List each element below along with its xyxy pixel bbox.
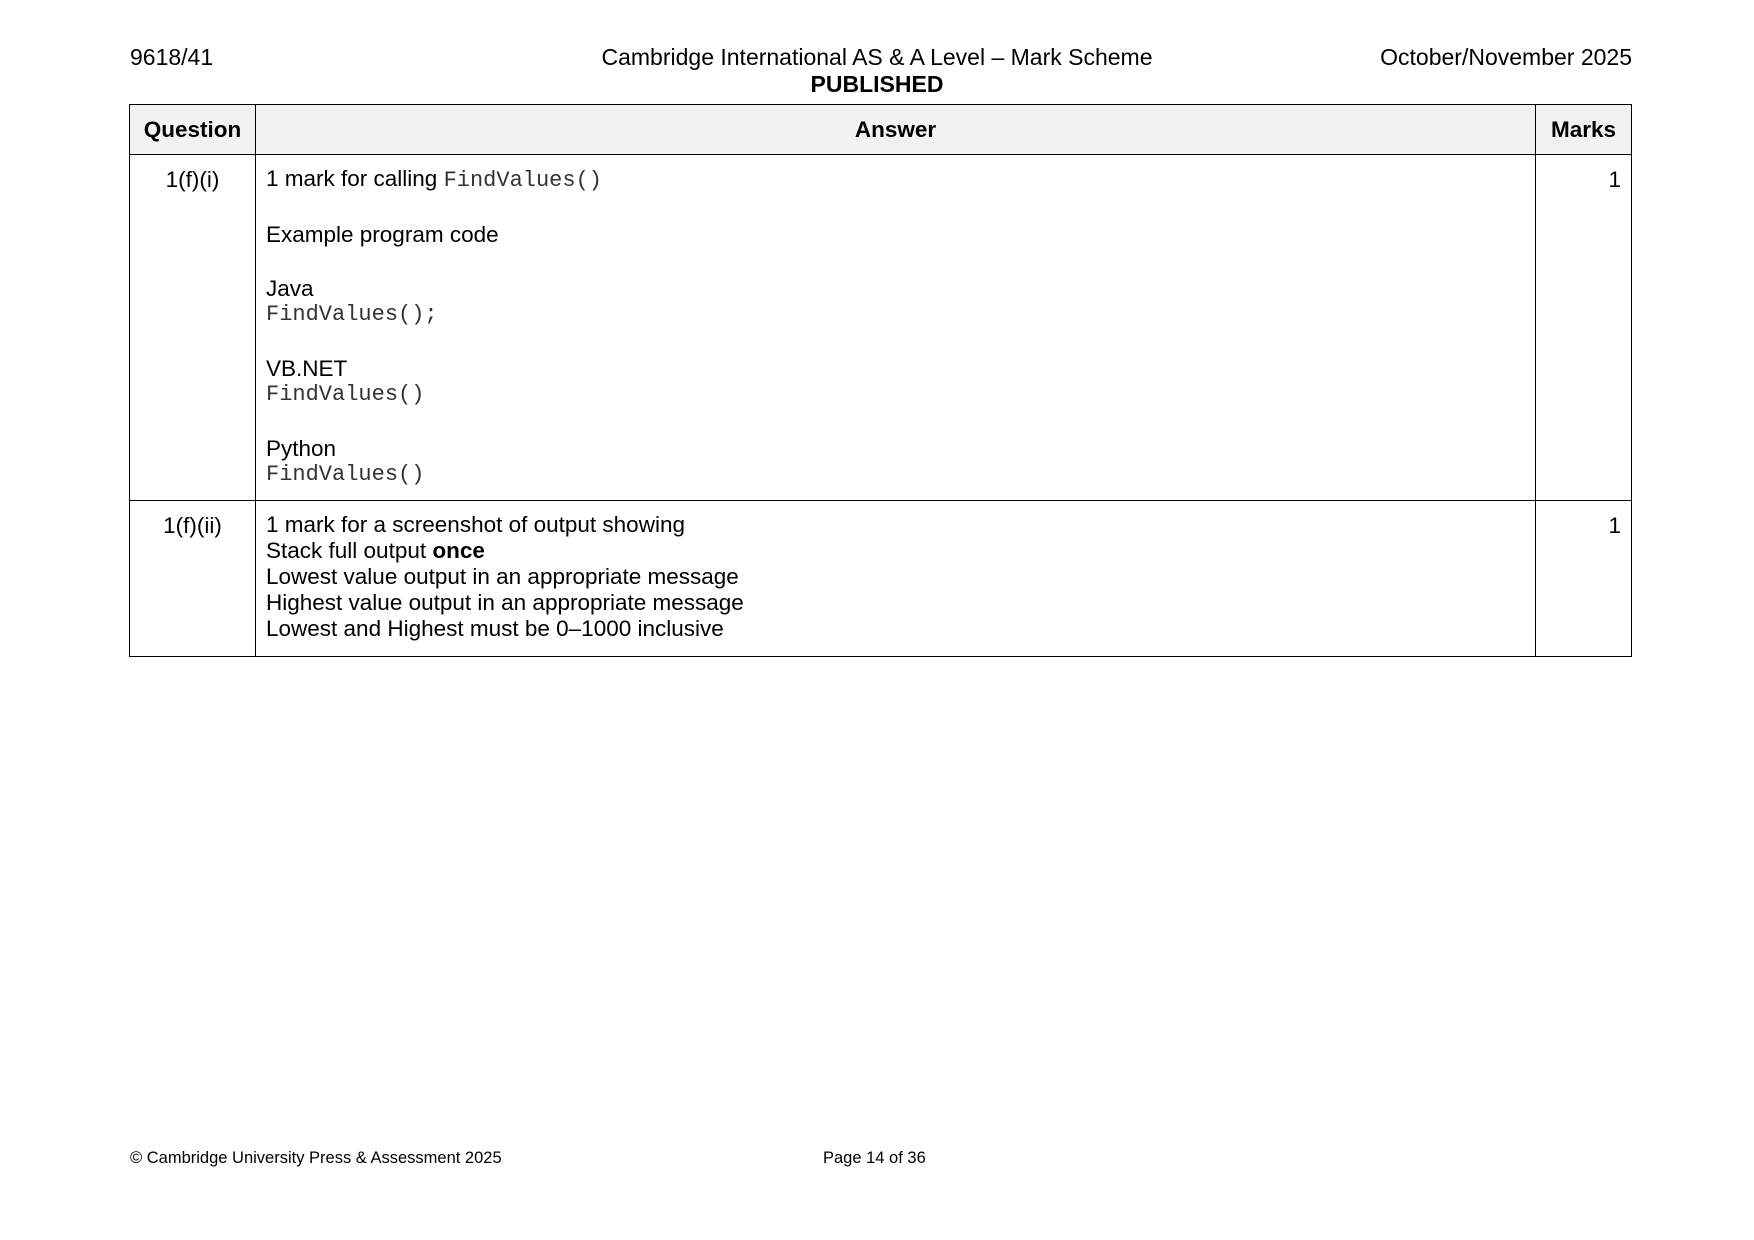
mark-scheme-table — [129, 104, 1632, 657]
answer-text: Lowest and Highest must be 0–1000 inclusive — [266, 616, 724, 641]
document-title: Cambridge International AS & A Level – Mark Scheme — [601, 44, 1153, 70]
language-label-vbnet: VB.NET — [266, 356, 348, 381]
question-number: 1(f)(ii) — [130, 501, 256, 657]
code-snippet-vbnet: FindValues() — [266, 382, 425, 407]
column-header-question: Question — [130, 105, 256, 155]
emphasis-text: once — [432, 538, 485, 563]
table-header-row — [130, 105, 1632, 155]
published-label: PUBLISHED — [810, 71, 944, 97]
language-label-java: Java — [266, 276, 314, 301]
paper-code: 9618/41 — [130, 44, 214, 70]
marks-value: 1 — [1536, 501, 1632, 657]
language-label-python: Python — [266, 436, 337, 461]
table-row — [130, 501, 1632, 657]
table-row — [130, 155, 1632, 501]
code-snippet-java: FindValues(); — [266, 302, 438, 327]
exam-session: October/November 2025 — [1380, 44, 1632, 70]
footer-copyright: © Cambridge University Press & Assessment 2025 — [130, 1149, 502, 1167]
answer-cell — [256, 501, 1536, 657]
question-number: 1(f)(i) — [130, 155, 256, 501]
answer-text: Lowest value output in an appropriate message — [266, 564, 739, 589]
answer-text: 1 mark for a screenshot of output showing — [266, 512, 685, 537]
answer-text: Highest value output in an appropriate message — [266, 590, 744, 615]
answer-cell — [256, 155, 1536, 501]
footer-page-number: Page 14 of 36 — [823, 1149, 926, 1167]
answer-text: Stack full output — [266, 538, 433, 563]
code-snippet-python: FindValues() — [266, 462, 425, 487]
code-snippet: FindValues() — [443, 168, 602, 193]
column-header-marks: Marks — [1536, 105, 1632, 155]
marks-value: 1 — [1536, 155, 1632, 501]
answer-text: 1 mark for calling — [266, 166, 444, 191]
column-header-answer: Answer — [256, 105, 1536, 155]
answer-text: Example program code — [266, 222, 499, 247]
